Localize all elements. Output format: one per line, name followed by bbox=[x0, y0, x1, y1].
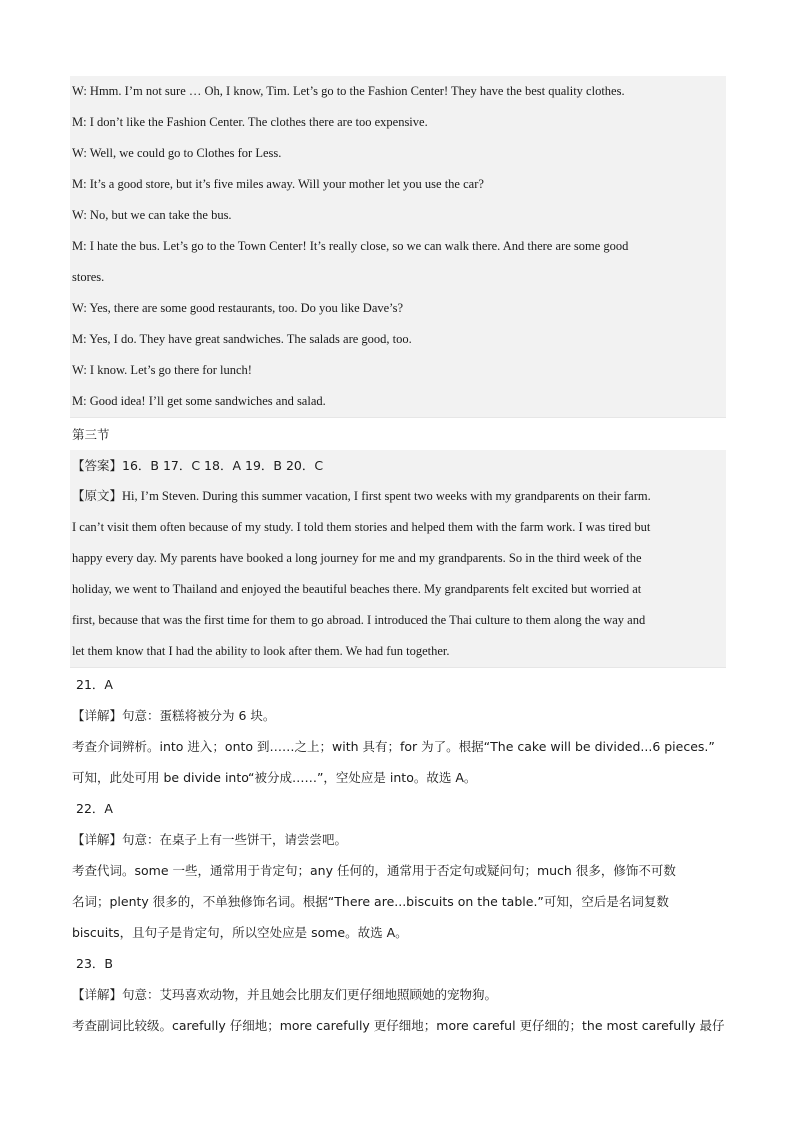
question-number: 23．B bbox=[76, 956, 113, 971]
explanation-line: 可知，此处可用 be divide into“被分成……”，空处应是 into。故选 A。 bbox=[72, 770, 477, 785]
dialogue-line: stores. bbox=[70, 262, 726, 294]
question-number: 22．A bbox=[76, 801, 113, 816]
explanation-line: 【详解】句意：艾玛喜欢动物，并且她会比朋友们更仔细地照顾她的宠物狗。 bbox=[72, 987, 498, 1002]
dialogue-line: W: Yes, there are some good restaurants, too. Do you like Dave’s? bbox=[70, 293, 726, 325]
transcript-line: first, because that was the first time for them to go abroad. I introduced the Thai culture to them along the way and bbox=[70, 605, 726, 637]
explanation-line: 考查副词比较级。carefully 仔细地；more carefully 更仔细地；more careful 更仔细的；the most carefully 最仔 bbox=[72, 1018, 725, 1033]
question-number: 21．A bbox=[76, 677, 113, 692]
dialogue-line: W: I know. Let’s go there for lunch! bbox=[70, 355, 726, 387]
transcript-line: let them know that I had the ability to look after them. We had fun together. bbox=[70, 636, 726, 668]
explanation-line: 考查代词。some 一些，通常用于肯定句；any 任何的，通常用于否定句或疑问句；much 很多，修饰不可数 bbox=[72, 863, 676, 878]
dialogue-line: M: Yes, I do. They have great sandwiches. The salads are good, too. bbox=[70, 324, 726, 356]
dialogue-line: M: Good idea! I’ll get some sandwiches and salad. bbox=[70, 386, 726, 418]
explanation-line: 考查介词辨析。into 进入；onto 到……之上；with 具有；for 为了。根据“The cake will be divided...6 pieces.” bbox=[72, 739, 715, 754]
transcript-line: holiday, we went to Thailand and enjoyed the beautiful beaches there. My grandparents felt excited but worried at bbox=[70, 574, 726, 606]
explanation-line: 【详解】句意：在桌子上有一些饼干，请尝尝吧。 bbox=[72, 832, 348, 847]
dialogue-line: M: It’s a good store, but it’s five miles away. Will your mother let you use the car? bbox=[70, 169, 726, 201]
answer-key: 【答案】16．B 17．C 18．A 19．B 20．C bbox=[70, 450, 726, 482]
explanation-line: 【详解】句意：蛋糕将被分为 6 块。 bbox=[72, 708, 276, 723]
explanation-line: 名词；plenty 很多的，不单独修饰名词。根据“There are...biscuits on the table.”可知，空后是名词复数 bbox=[72, 894, 669, 909]
dialogue-line: W: No, but we can take the bus. bbox=[70, 200, 726, 232]
explanation-line: biscuits，且句子是肯定句，所以空处应是 some。故选 A。 bbox=[72, 925, 408, 940]
transcript-line: I can’t visit them often because of my study. I told them stories and helped them with the farm work. I was tired but bbox=[70, 512, 726, 544]
transcript-line: happy every day. My parents have booked a long journey for me and my grandparents. So in the third week of the bbox=[70, 543, 726, 575]
dialogue-line: M: I hate the bus. Let’s go to the Town Center! It’s really close, so we can walk there. And there are some good bbox=[70, 231, 726, 263]
section-heading: 第三节 bbox=[72, 427, 110, 442]
dialogue-line: W: Hmm. I’m not sure … Oh, I know, Tim. Let’s go to the Fashion Center! They have the best quality clothes. bbox=[70, 76, 726, 108]
transcript-line: 【原文】Hi, I’m Steven. During this summer vacation, I first spent two weeks with my grandparents on their farm. bbox=[70, 481, 726, 513]
dialogue-line: M: I don’t like the Fashion Center. The clothes there are too expensive. bbox=[70, 107, 726, 139]
dialogue-line: W: Well, we could go to Clothes for Less. bbox=[70, 138, 726, 170]
